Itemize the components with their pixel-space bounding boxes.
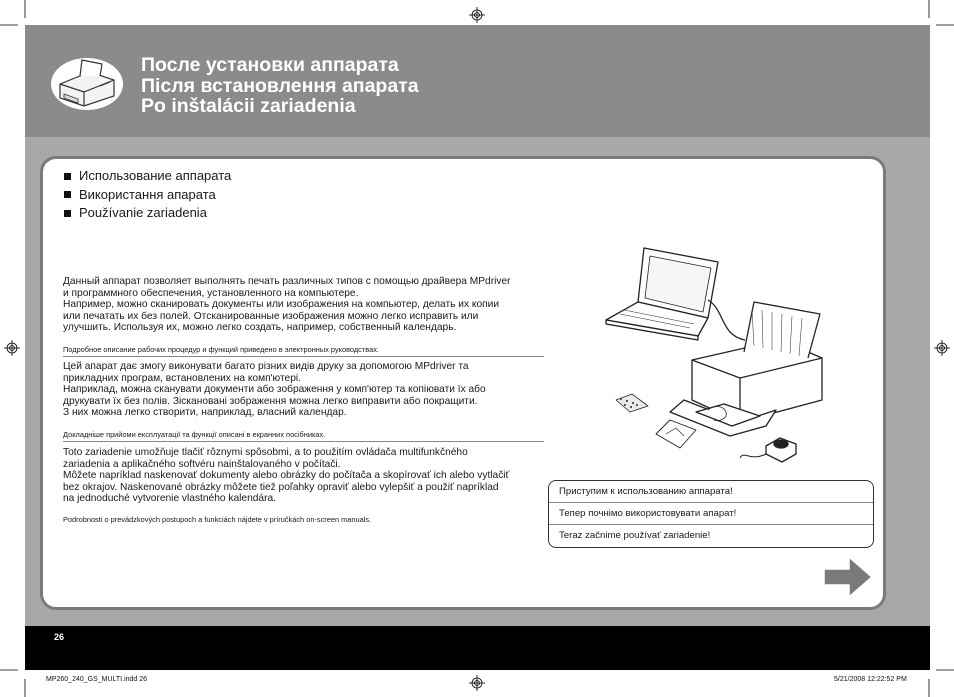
body-line: или печатать их без полей. Отсканированные изображения можно легко исправить или: [63, 310, 479, 322]
body-line: прикладних програм, встановлених на комп'ютері.: [63, 372, 301, 384]
page-titles: [141, 55, 419, 117]
section-sk-body: [63, 447, 509, 505]
body-line: Toto zariadenie umožňuje tlačiť rôznymi spôsobmi, a to použitím ovládača multifunkčného: [63, 447, 468, 458]
section-uk-body: [63, 361, 486, 419]
laptop-printer-illustration: [600, 240, 850, 470]
registration-mark-icon: [934, 340, 950, 356]
bullet-icon: [64, 210, 71, 217]
section-divider: [63, 441, 544, 442]
cta-line-ru: Приступим к использованию аппарата!: [549, 481, 873, 503]
section-sk-note: Podrobnosti o prevádzkových postupoch a funkciách nájdete v príručkách on-screen manuals.: [63, 515, 372, 524]
printer-icon: [50, 54, 124, 110]
body-line: Например, можно сканировать документы или изображения на компьютер, делать их копии: [63, 299, 500, 311]
topic-item: [64, 167, 231, 186]
section-uk-note: Докладніше прийоми експлуатації та функції описані в екранних посібниках.: [63, 430, 326, 439]
date-slug: 5/21/2008 12:22:52 PM: [834, 676, 907, 683]
body-line: Данный аппарат позволяет выполнять печать различных типов с помощью драйвера MPdriver: [63, 276, 511, 287]
topic-label: Використання апарата: [79, 186, 216, 202]
title-ru: После установки аппарата: [141, 54, 399, 76]
body-line: Наприклад, можна сканувати документи або зображення у комп'ютер та копіювати їх або: [63, 384, 486, 396]
body-line: bez okrajov. Naskenované obrázky môžete tiež poľahky opraviť alebo vylepšiť a použiť napríklad: [63, 481, 499, 493]
registration-mark-icon: [4, 340, 20, 356]
body-line: и программного обеспечения, установленного на компьютере.: [63, 287, 359, 299]
cta-line-uk: Тепер почнімо використовувати апарат!: [549, 503, 873, 525]
body-line: друкувати їх без полів. Зіскановані зображення можна легко виправити або покращити.: [63, 395, 478, 407]
body-line: Môžete napríklad naskenovať dokumenty alebo obrázky do počítača a skopírovať ich alebo vytlačiť: [63, 470, 510, 482]
body-line: zariadenia a aplikačného softvéru nainštalovaného v počítači.: [63, 458, 341, 470]
next-arrow-icon[interactable]: [823, 556, 873, 598]
topic-label: Používanie zariadenia: [79, 205, 207, 220]
cta-line-sk: Teraz začnime používať zariadenie!: [559, 530, 711, 541]
registration-mark-icon: [469, 675, 485, 691]
footer-bar: [25, 626, 930, 670]
title-uk: Після встановлення апарата: [141, 74, 419, 97]
bullet-icon: [64, 191, 71, 198]
body-line: Цей апарат дає змогу виконувати багато різних видів друку за допомогою MPdriver та: [63, 361, 469, 372]
registration-mark-icon: [469, 7, 485, 23]
topic-item: [64, 186, 231, 205]
topic-label: Использование аппарата: [79, 168, 232, 183]
cta-box: [548, 480, 874, 548]
body-line: na jednoduché vytvorenie vlastného kalendára.: [63, 493, 276, 505]
section-ru-note: Подробное описание рабочих процедур и функций приведено в электронных руководствах.: [63, 345, 379, 354]
body-line: З них можна легко створити, наприклад, власний календар.: [63, 407, 347, 419]
section-ru-body: [63, 276, 511, 334]
section-divider: [63, 356, 544, 357]
title-sk: Po inštalácii zariadenia: [141, 95, 356, 117]
body-line: улучшить. Используя их, можно легко создать, например, собственный календарь.: [63, 322, 457, 334]
file-slug: MP260_240_GS_MULTI.indd 26: [46, 676, 148, 683]
page-number: 26: [54, 632, 65, 642]
topic-list: [64, 167, 231, 223]
bullet-icon: [64, 173, 71, 180]
topic-item: [64, 204, 231, 223]
